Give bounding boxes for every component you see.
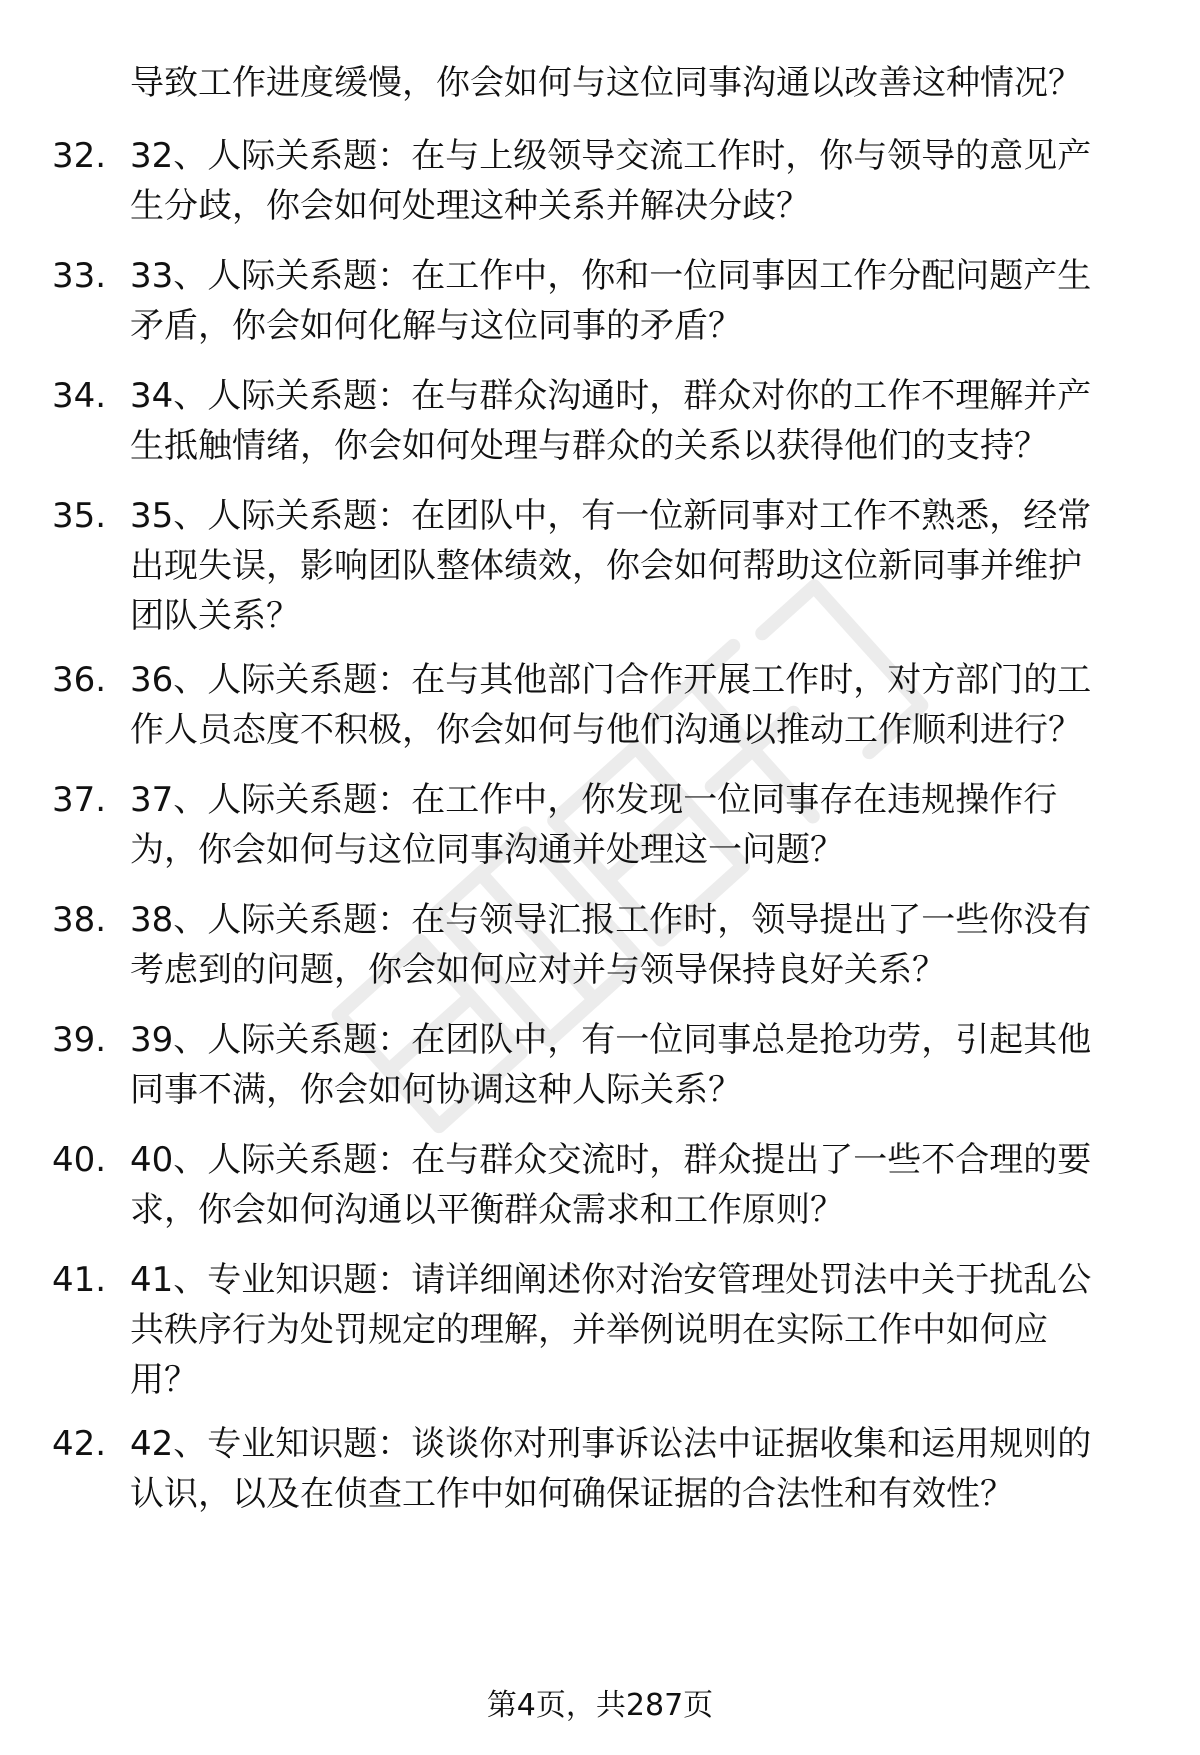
question-line: 作人员态度不积极，你会如何与他们沟通以推动工作顺利进行？ xyxy=(130,710,1082,750)
question-line: 认识，以及在侦查工作中如何确保证据的合法性和有效性？ xyxy=(130,1474,1014,1514)
question-line: 41、专业知识题：请详细阐述你对治安管理处罚法中关于扰乱公 xyxy=(130,1260,1092,1300)
question-text xyxy=(130,1135,1160,1235)
question-number: 40. xyxy=(52,1140,107,1180)
question-number: 38. xyxy=(52,900,107,940)
question-number: 39. xyxy=(52,1020,107,1060)
question-number: 37. xyxy=(52,780,107,820)
question-line: 39、人际关系题：在团队中，有一位同事总是抢功劳，引起其他 xyxy=(130,1020,1092,1060)
question-line: 37、人际关系题：在工作中，你发现一位同事存在违规操作行 xyxy=(130,780,1058,820)
question-number: 36. xyxy=(52,660,107,700)
question-text xyxy=(130,1015,1160,1115)
question-line: 32、人际关系题：在与上级领导交流工作时，你与领导的意见产 xyxy=(130,136,1092,176)
question-line: 36、人际关系题：在与其他部门合作开展工作时，对方部门的工 xyxy=(130,660,1092,700)
question-number: 32. xyxy=(52,136,107,176)
question-line: 42、专业知识题：谈谈你对刑事诉讼法中证据收集和运用规则的 xyxy=(130,1424,1092,1464)
question-number: 41. xyxy=(52,1260,107,1300)
question-text xyxy=(130,655,1160,755)
question-text xyxy=(130,251,1160,351)
question-text xyxy=(130,491,1160,641)
question-text xyxy=(130,895,1160,995)
question-line: 35、人际关系题：在团队中，有一位新同事对工作不熟悉，经常 xyxy=(130,496,1092,536)
question-line: 考虑到的问题，你会如何应对并与领导保持良好关系？ xyxy=(130,950,946,990)
question-line: 用？ xyxy=(130,1360,198,1400)
question-line: 40、人际关系题：在与群众交流时，群众提出了一些不合理的要 xyxy=(130,1140,1092,1180)
question-line: 生分歧，你会如何处理这种关系并解决分歧？ xyxy=(130,186,810,226)
question-line: 求，你会如何沟通以平衡群众需求和工作原则？ xyxy=(130,1190,844,1230)
question-number: 35. xyxy=(52,496,107,536)
question-line: 团队关系？ xyxy=(130,596,300,636)
question-line: 共秩序行为处罚规定的理解，并举例说明在实际工作中如何应 xyxy=(130,1310,1048,1350)
question-line: 38、人际关系题：在与领导汇报工作时，领导提出了一些你没有 xyxy=(130,900,1092,940)
question-line: 为，你会如何与这位同事沟通并处理这一问题？ xyxy=(130,830,844,870)
continuation-line: 导致工作进度缓慢，你会如何与这位同事沟通以改善这种情况？ xyxy=(130,63,1082,103)
question-line: 33、人际关系题：在工作中，你和一位同事因工作分配问题产生 xyxy=(130,256,1092,296)
question-number: 42. xyxy=(52,1424,107,1464)
question-number: 34. xyxy=(52,376,107,416)
question-text xyxy=(130,1255,1160,1405)
question-line: 34、人际关系题：在与群众沟通时，群众对你的工作不理解并产 xyxy=(130,376,1092,416)
question-line: 同事不满，你会如何协调这种人际关系？ xyxy=(130,1070,742,1110)
question-text xyxy=(130,1419,1160,1519)
question-line: 生抵触情绪，你会如何处理与群众的关系以获得他们的支持？ xyxy=(130,426,1048,466)
question-text xyxy=(130,775,1160,875)
question-text xyxy=(130,131,1160,231)
question-line: 出现失误，影响团队整体绩效，你会如何帮助这位新同事并维护 xyxy=(130,546,1082,586)
question-text xyxy=(130,371,1160,471)
question-number: 33. xyxy=(52,256,107,296)
page-footer: 第4页，共287页 xyxy=(486,1688,714,1723)
question-line: 矛盾，你会如何化解与这位同事的矛盾？ xyxy=(130,306,742,346)
